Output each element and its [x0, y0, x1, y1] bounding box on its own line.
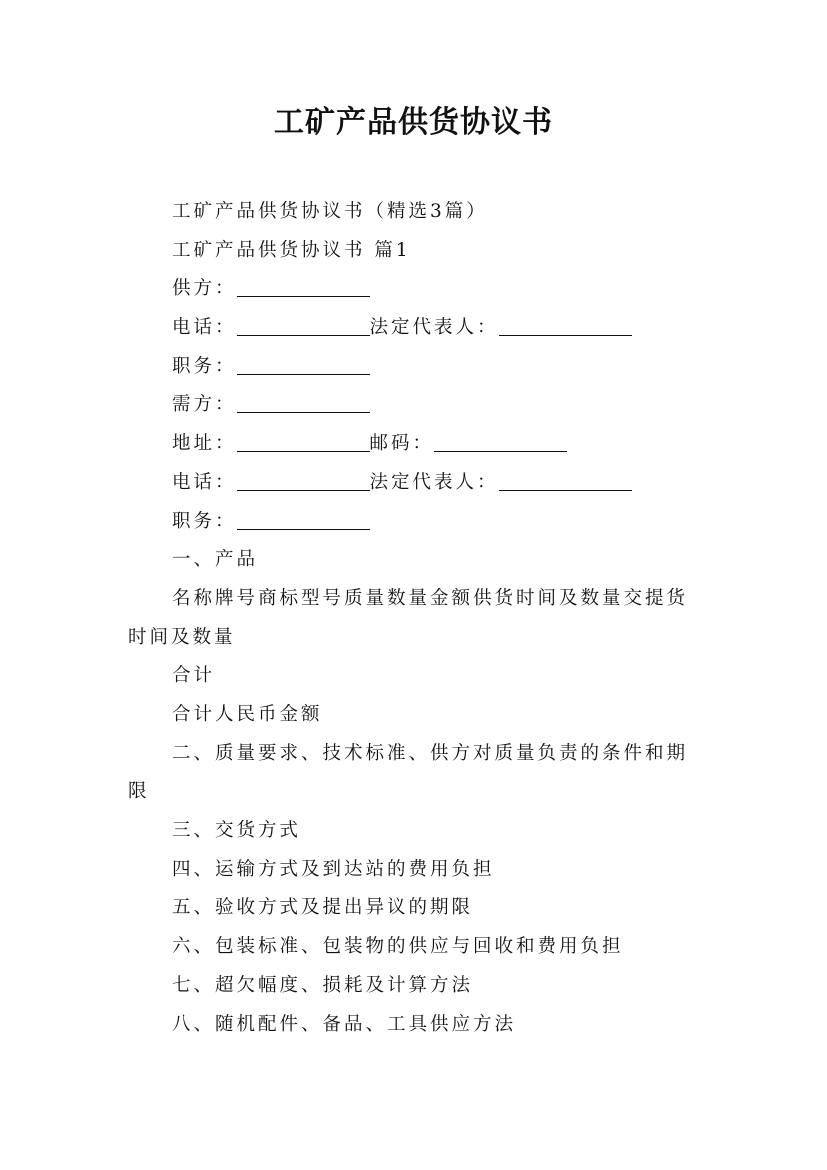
legal-rep-blank — [499, 317, 632, 336]
phone-blank — [237, 317, 370, 336]
item-accessories: 八、随机配件、备品、工具供应方法 — [172, 1013, 517, 1035]
product-columns: 名称牌号商标型号质量数量金额供货时间及数量交提货时间及数量 — [128, 587, 689, 648]
total-rmb: 合计人民币金额 — [172, 703, 323, 725]
postcode-blank — [434, 433, 567, 452]
phone-label: 电话： — [172, 317, 237, 339]
item-tolerance: 七、超欠幅度、损耗及计算方法 — [172, 974, 474, 996]
position-blank — [237, 511, 370, 530]
address-row — [128, 425, 704, 464]
postcode-label: 邮码： — [369, 433, 435, 455]
legal-rep-label: 法定代表人： — [369, 471, 499, 493]
item-quality: 二、质量要求、技术标准、供方对质量负责的条件和期限 — [128, 742, 689, 803]
legal-rep-label: 法定代表人： — [369, 317, 499, 339]
supplier-label: 供方： — [172, 278, 237, 300]
supplier-blank — [237, 278, 370, 297]
buyer-label: 需方： — [172, 394, 237, 416]
subtitle: 工矿产品供货协议书（精选3篇） — [172, 201, 488, 222]
position-blank — [237, 356, 370, 375]
buyer-position-row — [128, 503, 704, 542]
buyer-row — [128, 386, 704, 425]
phone-blank — [237, 472, 370, 491]
supplier-row — [128, 270, 704, 309]
section-heading: 工矿产品供货协议书 篇1 — [172, 239, 411, 261]
address-blank — [237, 433, 370, 452]
document-title: 工矿产品供货协议书 — [274, 105, 553, 140]
document-body — [128, 193, 704, 1044]
address-label: 地址： — [172, 433, 237, 455]
phone-label: 电话： — [172, 471, 237, 493]
buyer-blank — [237, 394, 370, 413]
total: 合计 — [172, 665, 216, 687]
item-product: 一、产品 — [172, 549, 259, 571]
legal-rep-blank — [499, 472, 632, 491]
buyer-phone-row — [128, 464, 704, 503]
position-label: 职务： — [172, 510, 237, 532]
supplier-phone-row — [128, 309, 704, 348]
position-label: 职务： — [172, 355, 237, 377]
item-packaging: 六、包装标准、包装物的供应与回收和费用负担 — [172, 936, 624, 958]
supplier-position-row — [128, 348, 704, 387]
item-acceptance: 五、验收方式及提出异议的期限 — [172, 897, 474, 919]
item-delivery: 三、交货方式 — [172, 820, 302, 842]
item-transport: 四、运输方式及到达站的费用负担 — [172, 858, 495, 880]
